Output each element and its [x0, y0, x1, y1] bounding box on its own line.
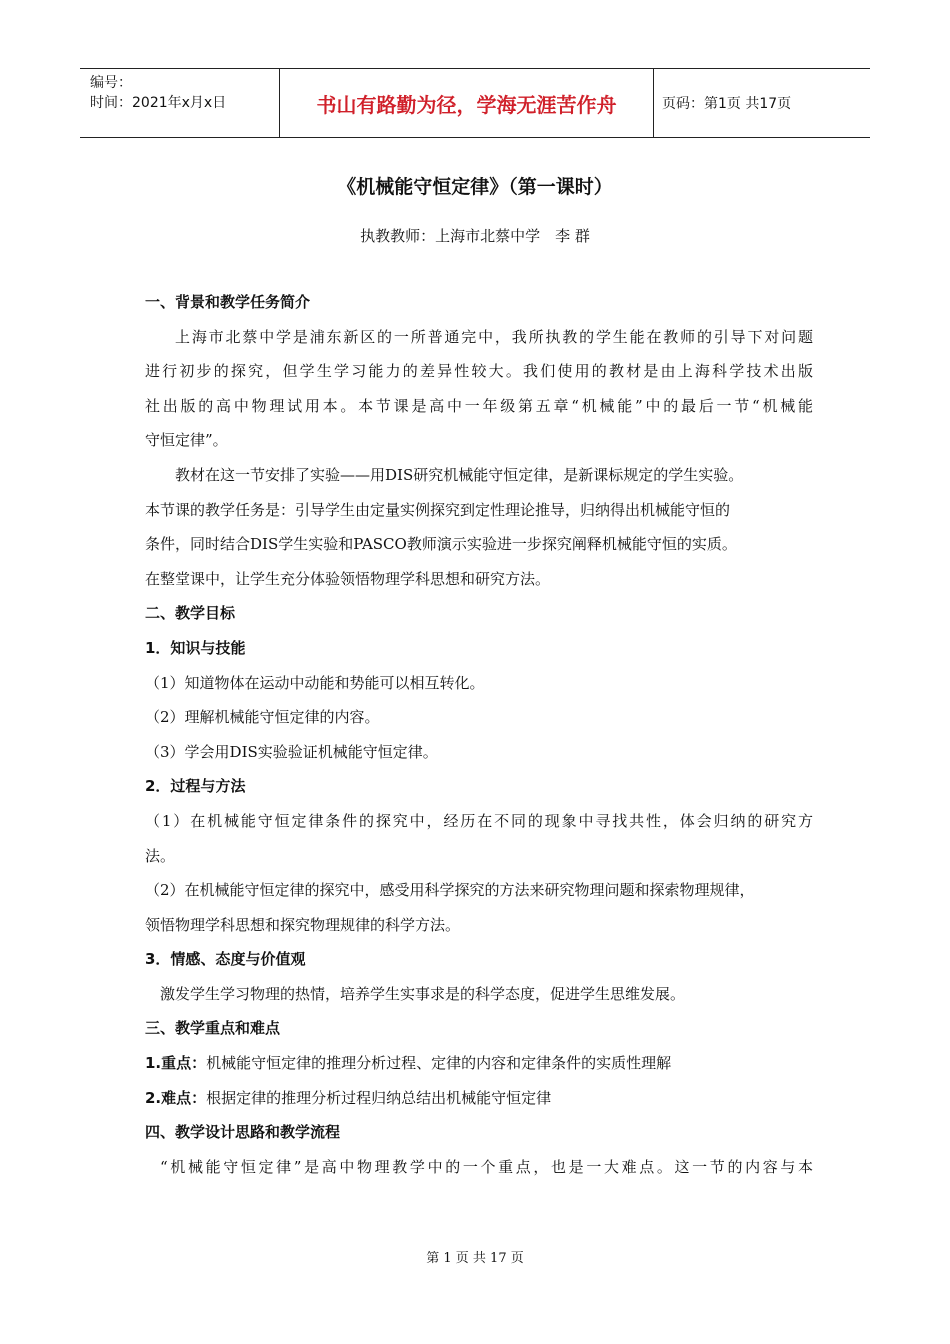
paragraph-line: 进行初步的探究，但学生学习能力的差异性较大。我们使用的教材是由上海科学技术出版	[145, 362, 813, 381]
key-point-line	[145, 1081, 813, 1116]
key-point-line	[145, 1046, 813, 1081]
paragraph-line: 在整堂课中，让学生充分体验领悟物理学科思想和研究方法。	[145, 569, 551, 588]
header-meta	[80, 69, 280, 137]
document-date: 时间：2021年x月x日	[90, 95, 227, 111]
paragraph-line: （1）在机械能守恒定律条件的探究中，经历在不同的现象中寻找共性，体会归纳的研究方	[145, 811, 813, 830]
header-page-info: 页码：第1页 共17页	[662, 96, 792, 112]
paragraph-line: 社出版的高中物理试用本。本节课是高中一年级第五章“机械能”中的最后一节“机械能	[145, 396, 813, 415]
author-line: 执教教师：上海市北蔡中学 李 群	[360, 227, 590, 245]
section-heading: 四、教学设计思路和教学流程	[145, 1123, 341, 1142]
page-header	[80, 68, 870, 138]
document-title: 《机械能守恒定律》（第一课时）	[337, 176, 613, 198]
section-heading: 2．过程与方法	[145, 777, 246, 796]
document-body	[145, 285, 813, 1184]
section-heading: 3．情感、态度与价值观	[145, 950, 306, 969]
paragraph-line: 激发学生学习物理的热情，培养学生实事求是的科学态度，促进学生思维发展。	[160, 984, 686, 1003]
paragraph-line: 法。	[145, 846, 176, 865]
section-heading: 三、教学重点和难点	[145, 1019, 281, 1038]
section-heading: 1．知识与技能	[145, 638, 246, 657]
section-heading: 二、教学目标	[145, 604, 236, 623]
paragraph-line: （2）理解机械能守恒定律的内容。	[145, 708, 380, 727]
paragraph-line: 领悟物理学科思想和探究物理规律的科学方法。	[145, 915, 461, 934]
document-number: 编号：	[90, 75, 132, 91]
paragraph-line: （3）学会用DIS实验验证机械能守恒定律。	[145, 742, 438, 761]
key-point-text: 根据定律的推理分析过程归纳总结出机械能守恒定律	[206, 1088, 552, 1107]
paragraph-line: （1）知道物体在运动中动能和势能可以相互转化。	[145, 673, 485, 692]
paragraph-line: “机械能守恒定律”是高中物理教学中的一个重点，也是一大难点。这一节的内容与本	[160, 1157, 813, 1176]
key-point-label: 2.难点：	[145, 1088, 207, 1107]
paragraph-line: 守恒定律”。	[145, 431, 228, 450]
paragraph-line: 条件，同时结合DIS学生实验和PASCO教师演示实验进一步探究阐释机械能守恒的实质。	[145, 535, 737, 554]
paragraph-line: （2）在机械能守恒定律的探究中，感受用科学探究的方法来研究物理问题和探索物理规律，	[145, 881, 755, 900]
section-heading: 一、背景和教学任务简介	[145, 293, 311, 311]
paragraph-line: 上海市北蔡中学是浦东新区的一所普通完中，我所执教的学生能在教师的引导下对问题	[175, 327, 813, 346]
header-motto: 书山有路勤为径，学海无涯苦作舟	[280, 69, 654, 137]
key-point-text: 机械能守恒定律的推理分析过程、定律的内容和定律条件的实质性理解	[206, 1054, 672, 1073]
paragraph-line: 本节课的教学任务是：引导学生由定量实例探究到定性理论推导，归纳得出机械能守恒的	[145, 500, 731, 519]
page-footer: 第 1 页 共 17 页	[426, 1251, 524, 1266]
paragraph-line: 教材在这一节安排了实验——用DIS研究机械能守恒定律，是新课标规定的学生实验。	[175, 465, 744, 484]
key-point-label: 1.重点：	[145, 1054, 207, 1073]
